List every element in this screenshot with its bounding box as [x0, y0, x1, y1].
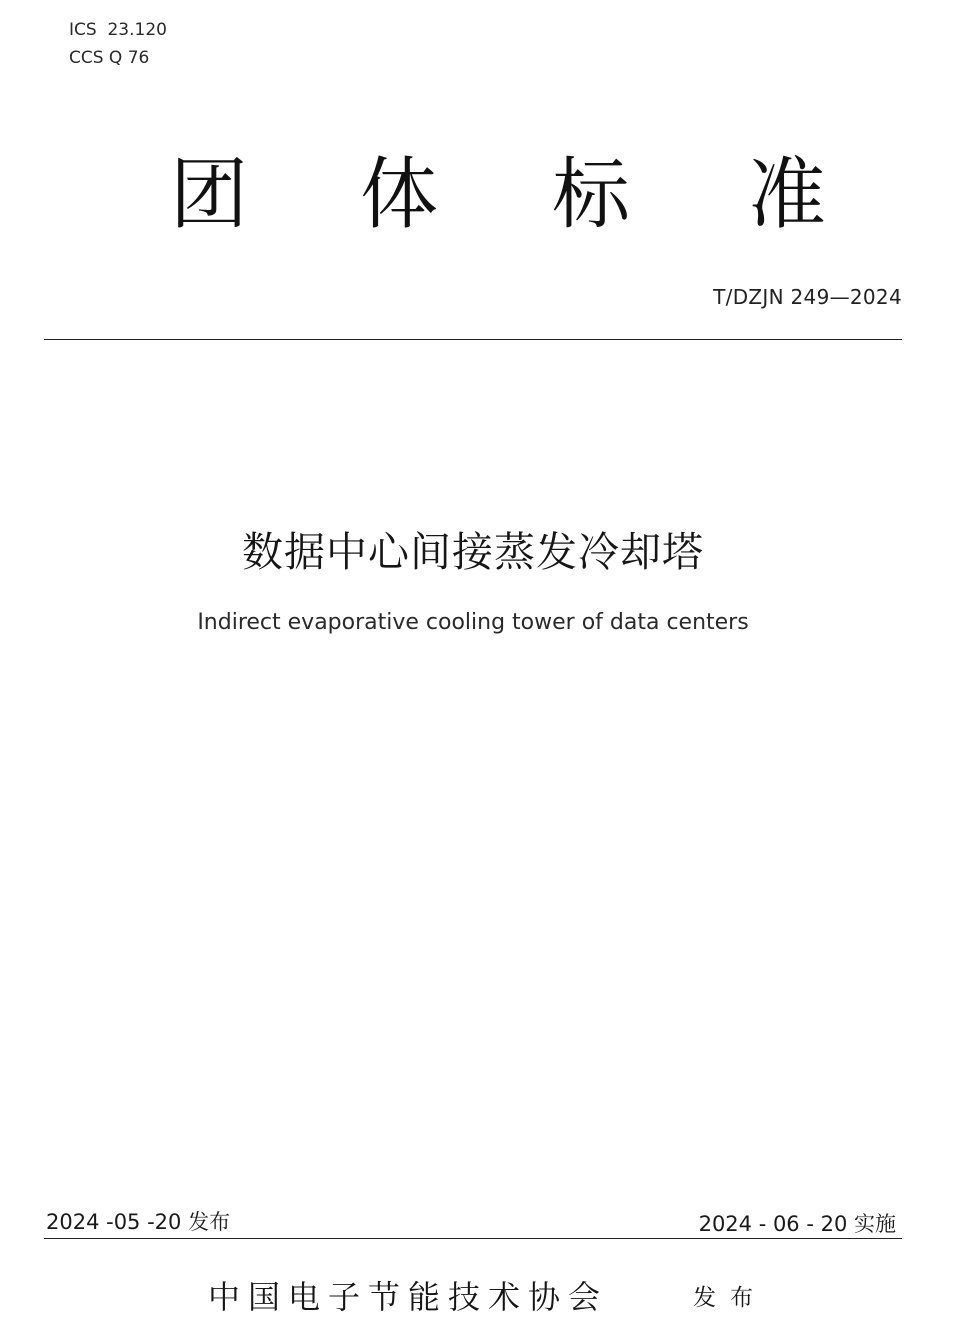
- top-divider: [44, 339, 902, 340]
- standard-number: T/DZJN 249—2024: [713, 285, 902, 309]
- classification-codes: [69, 16, 167, 72]
- document-title-chinese: 数据中心间接蒸发冷却塔: [242, 528, 704, 576]
- bottom-divider: [44, 1238, 902, 1239]
- document-title-english: Indirect evaporative cooling tower of data centers: [197, 610, 749, 635]
- ics-code: ICS 23.120: [69, 20, 167, 40]
- implementation-date: 2024 - 06 - 20 实施: [698, 1212, 896, 1236]
- publish-label: 发布: [693, 1285, 767, 1311]
- ccs-code: CCS Q 76: [69, 48, 150, 68]
- issue-date: 2024 -05 -20 发布: [46, 1210, 231, 1234]
- document-type-heading: [0, 150, 962, 240]
- heading-char-4: 准: [748, 150, 827, 240]
- heading-char-2: 体: [360, 150, 439, 240]
- heading-char-1: 团: [170, 150, 249, 240]
- heading-char-3: 标: [552, 150, 631, 240]
- publisher-name: 中国电子节能技术协会: [208, 1278, 609, 1316]
